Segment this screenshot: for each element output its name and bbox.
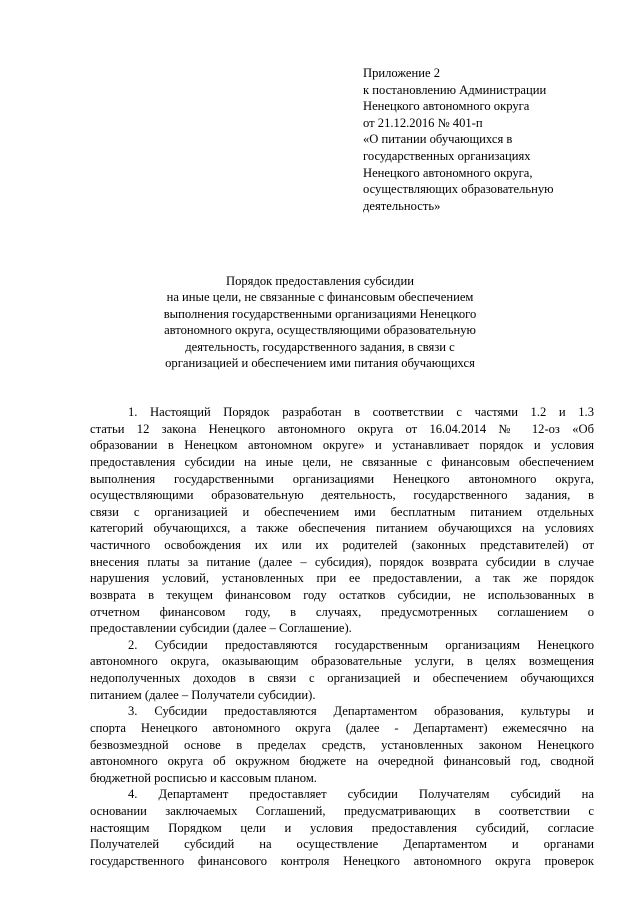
body-line: бюджетной росписью и кассовым планом. — [90, 770, 317, 785]
body-line: автономного округа об окружном бюджете на очередной финансовый год, сводной — [90, 754, 594, 769]
body-line: возврата в текущем финансовом году остатков субсидии, не использованных в — [90, 587, 594, 602]
body-line: осуществляющими образовательную деятельность, государственного задания, в — [90, 488, 594, 503]
appendix-line: «О питании обучающихся в — [363, 132, 513, 147]
appendix-line: к постановлению Администрации — [363, 82, 547, 97]
body-line: предоставлении субсидии (далее – Соглашение). — [90, 621, 352, 636]
body-line: нарушения условий, установленных при ее предоставлении, а так же порядок — [90, 571, 594, 586]
body-line: частичного освобождения их или их родителей (законных представителей) от — [90, 538, 594, 552]
body-line: внесения платы за питание (далее – субсидия), порядок возврата субсидии в случае — [90, 554, 594, 569]
body-line: основании заключаемых Соглашений, предусматривающих в соответствии с — [90, 804, 594, 818]
body-line: выполнения государственными организациями Ненецкого автономного округа, — [90, 471, 594, 486]
body-line: образовании в Ненецком автономном округе» и устанавливает порядок и условия — [90, 438, 594, 453]
body-line: статьи 12 закона Ненецкого автономного округа от 16.04.2014 № 12-оз «Об — [90, 421, 594, 436]
body-line: государственного финансового контроля Ненецкого автономного округа проверок — [90, 853, 594, 868]
appendix-line: государственных организациях — [363, 148, 531, 163]
title-line: деятельность, государственного задания, в связи с — [185, 339, 455, 354]
body-line: предоставления субсидии на иные цели, не связанные с финансовым обеспечением — [90, 454, 594, 469]
appendix-line: Ненецкого автономного округа — [363, 99, 530, 114]
body-line: 2. Субсидии предоставляются государственным организациям Ненецкого — [128, 637, 594, 652]
body-line: 3. Субсидии предоставляются Департаментом образования, культуры и — [128, 704, 594, 719]
body-line: 1. Настоящий Порядок разработан в соответствии с частями 1.2 и 1.3 — [128, 405, 594, 419]
title-line: организацией и обеспечением ими питания обучающихся — [165, 356, 475, 371]
document-body — [90, 404, 594, 870]
document-title — [120, 273, 520, 371]
body-line: настоящим Порядком цели и условия предоставления субсидий, согласие — [90, 820, 594, 835]
appendix-line: осуществляющих образовательную — [363, 182, 554, 197]
body-line: безвозмездной основе в пределах средств, установленных законом Ненецкого — [90, 737, 594, 752]
appendix-line: Ненецкого автономного округа, — [363, 165, 533, 180]
body-line: Получателей субсидий на осуществление Департаментом и органами — [90, 837, 594, 852]
title-line: на иные цели, не связанные с финансовым обеспечением — [166, 290, 474, 305]
body-line: категорий обучающихся, а также обеспечения питанием обучающихся на условиях — [90, 521, 594, 536]
body-line: 4. Департамент предоставляет субсидии Получателям субсидий на — [128, 787, 594, 802]
body-line: связи с организацией и обеспечением ими бесплатным питанием отдельных — [90, 504, 594, 519]
title-line: автономного округа, осуществляющими образовательную — [164, 323, 476, 338]
appendix-block — [363, 65, 623, 214]
body-line: питанием (далее – Получатели субсидии). — [90, 687, 316, 702]
body-line: спорта Ненецкого автономного округа (далее - Департамент) ежемесячно на — [90, 720, 594, 735]
body-line: автономного округа, оказывающим образовательные услуги, в целях возмещения — [90, 654, 594, 669]
title-line: выполнения государственными организациями Ненецкого — [163, 306, 477, 321]
body-line: недополученных доходов в связи с организацией и обеспечением обучающихся — [90, 671, 594, 685]
body-line: отчетном финансовом году, в случаях, предусмотренных соглашением о — [90, 604, 594, 619]
appendix-line: от 21.12.2016 № 401-п — [363, 115, 483, 130]
appendix-line: Приложение 2 — [363, 66, 441, 80]
title-line: Порядок предоставления субсидии — [225, 274, 415, 288]
appendix-line: деятельность» — [363, 198, 441, 213]
